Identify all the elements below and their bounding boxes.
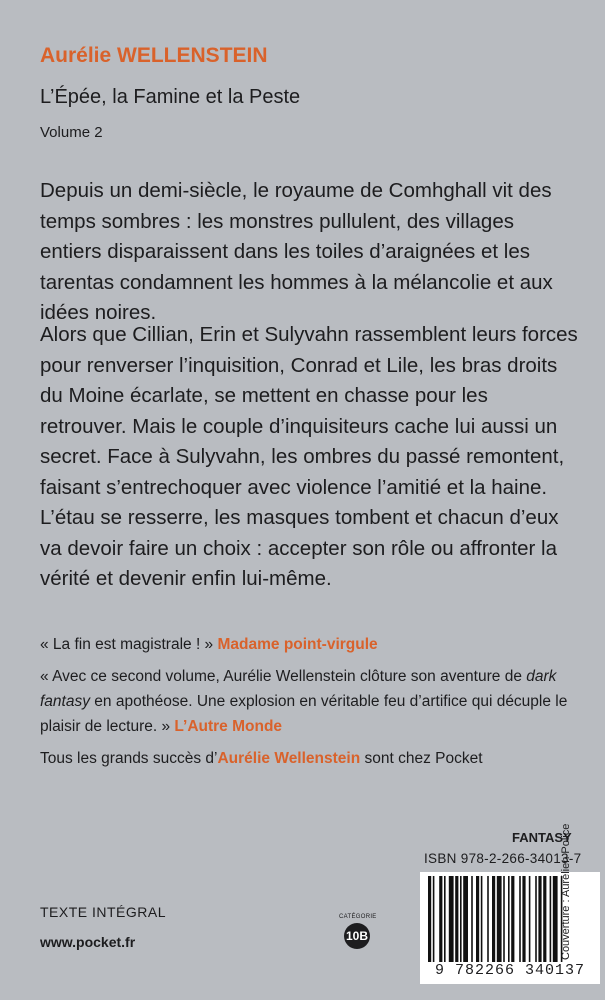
texte-integral-label: TEXTE INTÉGRAL (40, 904, 167, 920)
barcode-bar (497, 876, 502, 962)
quote-2 (40, 664, 580, 739)
barcode-bar (428, 876, 431, 962)
barcode-bar (503, 876, 505, 962)
promo-suffix: sont chez Pocket (360, 750, 483, 767)
volume-label: Volume 2 (40, 124, 103, 141)
quote-1-text: « La fin est magistrale ! » (40, 636, 214, 653)
barcode-bar (481, 876, 483, 962)
barcode-bar (487, 876, 489, 962)
barcode-bar (519, 876, 521, 962)
promo-line (40, 746, 580, 771)
barcode-bar (460, 876, 462, 962)
barcode-bar (529, 876, 531, 962)
barcode-bar (433, 876, 435, 962)
barcode-bar (463, 876, 468, 962)
cover-credit: Couverture : Aurélien Police (560, 823, 572, 960)
quote-2-emphasis: dark fantasy (40, 668, 557, 710)
summary-paragraph-2: Alors que Cillian, Erin et Sulyvahn rassemblent leurs forces pour renverser l’inquisition, Conrad et Lile, les bras droits du Moine écarlate, se mettent en chasse pour les retrouver. Mais le couple d’inquisiteurs cache lui aussi un secret. Face à Sulyvahn, les ombres du passé remontent, faisant s’entrechoquer avec violence l’amitié et la haine. L’étau se resserre, les masques tombent et chacun d’eux va devoir faire un choix : accepter son rôle ou affronter la vérité et devenir enfin lui-même. (40, 323, 578, 590)
barcode-bars (420, 872, 600, 964)
barcode-bar (492, 876, 495, 962)
barcode-digits: 9 782266 340137 (420, 962, 600, 979)
barcode-bar (508, 876, 510, 962)
barcode-bar (439, 876, 442, 962)
barcode-bar (543, 876, 546, 962)
barcode-bar (476, 876, 479, 962)
quote-1-source: Madame point-virgule (217, 636, 378, 653)
quote-2-text-b: en apothéose. Une explosion en véritable feu d’artifice qui décuple le plaisir de lecture. » (40, 693, 568, 735)
barcode-bar (455, 876, 458, 962)
quote-2-source: L’Autre Monde (174, 718, 283, 735)
author-name: Aurélie WELLENSTEIN (40, 44, 268, 67)
barcode-bar (535, 876, 537, 962)
barcode-bar (553, 876, 558, 962)
genre-label: FANTASY (512, 830, 572, 845)
quote-2-text-a: « Avec ce second volume, Aurélie Wellenstein clôture son aventure de (40, 668, 527, 685)
book-title: L’Épée, la Famine et la Peste (40, 86, 301, 108)
barcode-bar (471, 876, 473, 962)
barcode-bar (511, 876, 514, 962)
summary-paragraph-1: Depuis un demi-siècle, le royaume de Comhghall vit des temps sombres : les monstres pullulent, des villages entiers disparaissent dans les toiles d’araignées et les tarentas condamnent les hommes à la mélancolie et aux idées noires. (40, 179, 553, 324)
website-link[interactable]: www.pocket.fr (40, 934, 136, 950)
quote-1 (40, 632, 580, 657)
promo-author: Aurélie Wellenstein (217, 750, 361, 767)
barcode-bar (449, 876, 454, 962)
barcode-bar (538, 876, 541, 962)
promo-prefix: Tous les grands succès d’ (40, 750, 218, 767)
category-label: CATÉGORIE (339, 914, 377, 920)
barcode-bar (444, 876, 446, 962)
isbn-label: ISBN 978-2-266-34013-7 (424, 851, 582, 866)
barcode-bar (522, 876, 525, 962)
category-badge: 10B (344, 923, 370, 949)
barcode-bar (550, 876, 552, 962)
